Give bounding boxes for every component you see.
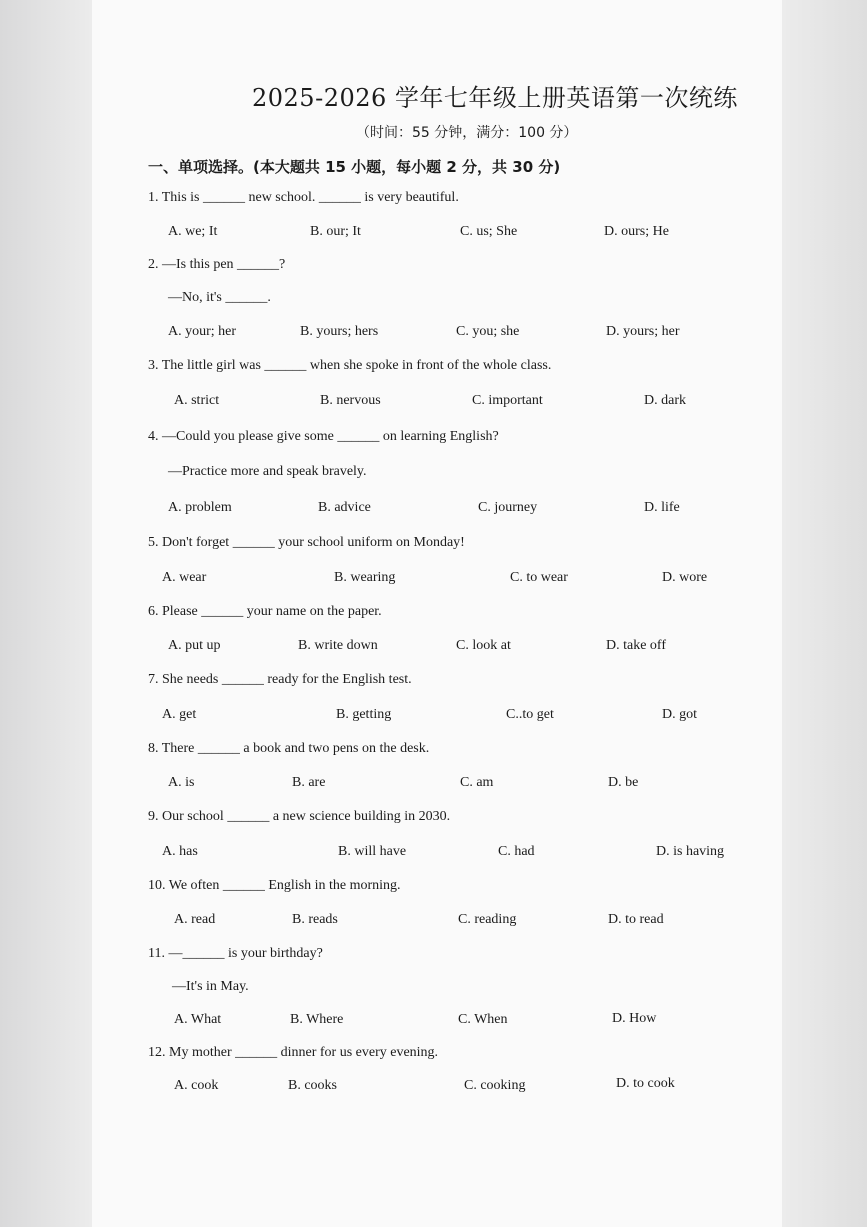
question-9-option-a[interactable]: A. has <box>162 844 198 859</box>
question-2-option-d[interactable]: D. yours; her <box>606 324 680 339</box>
scan-margin-left <box>0 0 92 1227</box>
question-10-option-d[interactable]: D. to read <box>608 912 664 927</box>
question-12-option-b[interactable]: B. cooks <box>288 1078 337 1093</box>
question-2-option-c[interactable]: C. you; she <box>456 324 520 339</box>
question-9-stem: 9. Our school ______ a new science building in 2030. <box>148 809 451 824</box>
question-2-option-b[interactable]: B. yours; hers <box>300 324 379 339</box>
question-2-option-a[interactable]: A. your; her <box>168 324 237 339</box>
question-8-option-c[interactable]: C. am <box>460 775 494 790</box>
question-12-stem: 12. My mother ______ dinner for us every evening. <box>148 1045 439 1060</box>
question-3-option-d[interactable]: D. dark <box>644 393 686 408</box>
question-11-option-d[interactable]: D. How <box>612 1011 657 1026</box>
question-10-stem: 10. We often ______ English in the morning. <box>148 878 401 893</box>
question-11-option-b[interactable]: B. Where <box>290 1012 344 1027</box>
question-8-option-a[interactable]: A. is <box>168 775 195 790</box>
question-11-reply: —It's in May. <box>172 979 249 994</box>
question-5-option-b[interactable]: B. wearing <box>334 570 396 585</box>
question-12-option-d[interactable]: D. to cook <box>616 1076 675 1091</box>
question-6-option-d[interactable]: D. take off <box>606 638 666 653</box>
question-4-stem: 4. —Could you please give some ______ on learning English? <box>148 429 499 444</box>
question-7-option-d[interactable]: D. got <box>662 707 697 722</box>
question-8-option-b[interactable]: B. are <box>292 775 326 790</box>
exam-title: 2025-2026 学年七年级上册英语第一次统练 <box>252 84 738 112</box>
question-9-option-d[interactable]: D. is having <box>656 844 725 859</box>
question-1-option-d[interactable]: D. ours; He <box>604 224 669 239</box>
question-4-reply: —Practice more and speak bravely. <box>168 464 367 479</box>
question-11-stem: 11. —______ is your birthday? <box>148 946 323 961</box>
question-5-option-a[interactable]: A. wear <box>162 570 207 585</box>
question-4-option-b[interactable]: B. advice <box>318 500 371 515</box>
question-8-option-d[interactable]: D. be <box>608 775 639 790</box>
question-3-stem: 3. The little girl was ______ when she spoke in front of the whole class. <box>148 358 552 373</box>
exam-time-and-score: （时间：55 分钟，满分：100 分） <box>356 125 578 141</box>
question-1-stem: 1. This is ______ new school. ______ is very beautiful. <box>148 190 459 205</box>
question-2-stem: 2. —Is this pen ______? <box>148 257 286 272</box>
question-5-stem: 5. Don't forget ______ your school uniform on Monday! <box>148 535 465 550</box>
question-12-option-c[interactable]: C. cooking <box>464 1078 526 1093</box>
section-heading: 一、单项选择。(本大题共 15 小题，每小题 2 分，共 30 分) <box>148 158 561 176</box>
scan-margin-right <box>782 0 867 1227</box>
question-10-option-a[interactable]: A. read <box>174 912 216 927</box>
question-5-option-d[interactable]: D. wore <box>662 570 708 585</box>
question-1-option-a[interactable]: A. we; It <box>168 224 218 239</box>
question-12-option-a[interactable]: A. cook <box>174 1078 219 1093</box>
question-7-stem: 7. She needs ______ ready for the English test. <box>148 672 412 687</box>
question-11-option-c[interactable]: C. When <box>458 1012 508 1027</box>
question-5-option-c[interactable]: C. to wear <box>510 570 568 585</box>
question-4-option-c[interactable]: C. journey <box>478 500 538 515</box>
question-6-option-a[interactable]: A. put up <box>168 638 221 653</box>
question-2-reply: —No, it's ______. <box>168 290 271 305</box>
question-3-option-a[interactable]: A. strict <box>174 393 220 408</box>
question-6-stem: 6. Please ______ your name on the paper. <box>148 604 382 619</box>
question-11-option-a[interactable]: A. What <box>174 1012 222 1027</box>
question-3-option-b[interactable]: B. nervous <box>320 393 381 408</box>
question-7-option-a[interactable]: A. get <box>162 707 197 722</box>
question-1-option-b[interactable]: B. our; It <box>310 224 361 239</box>
question-6-option-c[interactable]: C. look at <box>456 638 511 653</box>
question-4-option-d[interactable]: D. life <box>644 500 680 515</box>
question-6-option-b[interactable]: B. write down <box>298 638 378 653</box>
question-8-stem: 8. There ______ a book and two pens on the desk. <box>148 741 430 756</box>
question-3-option-c[interactable]: C. important <box>472 393 543 408</box>
question-10-option-c[interactable]: C. reading <box>458 912 517 927</box>
question-7-option-c[interactable]: C..to get <box>506 707 554 722</box>
question-10-option-b[interactable]: B. reads <box>292 912 338 927</box>
question-9-option-b[interactable]: B. will have <box>338 844 407 859</box>
question-9-option-c[interactable]: C. had <box>498 844 535 859</box>
question-1-option-c[interactable]: C. us; She <box>460 224 518 239</box>
question-4-option-a[interactable]: A. problem <box>168 500 232 515</box>
question-7-option-b[interactable]: B. getting <box>336 707 392 722</box>
